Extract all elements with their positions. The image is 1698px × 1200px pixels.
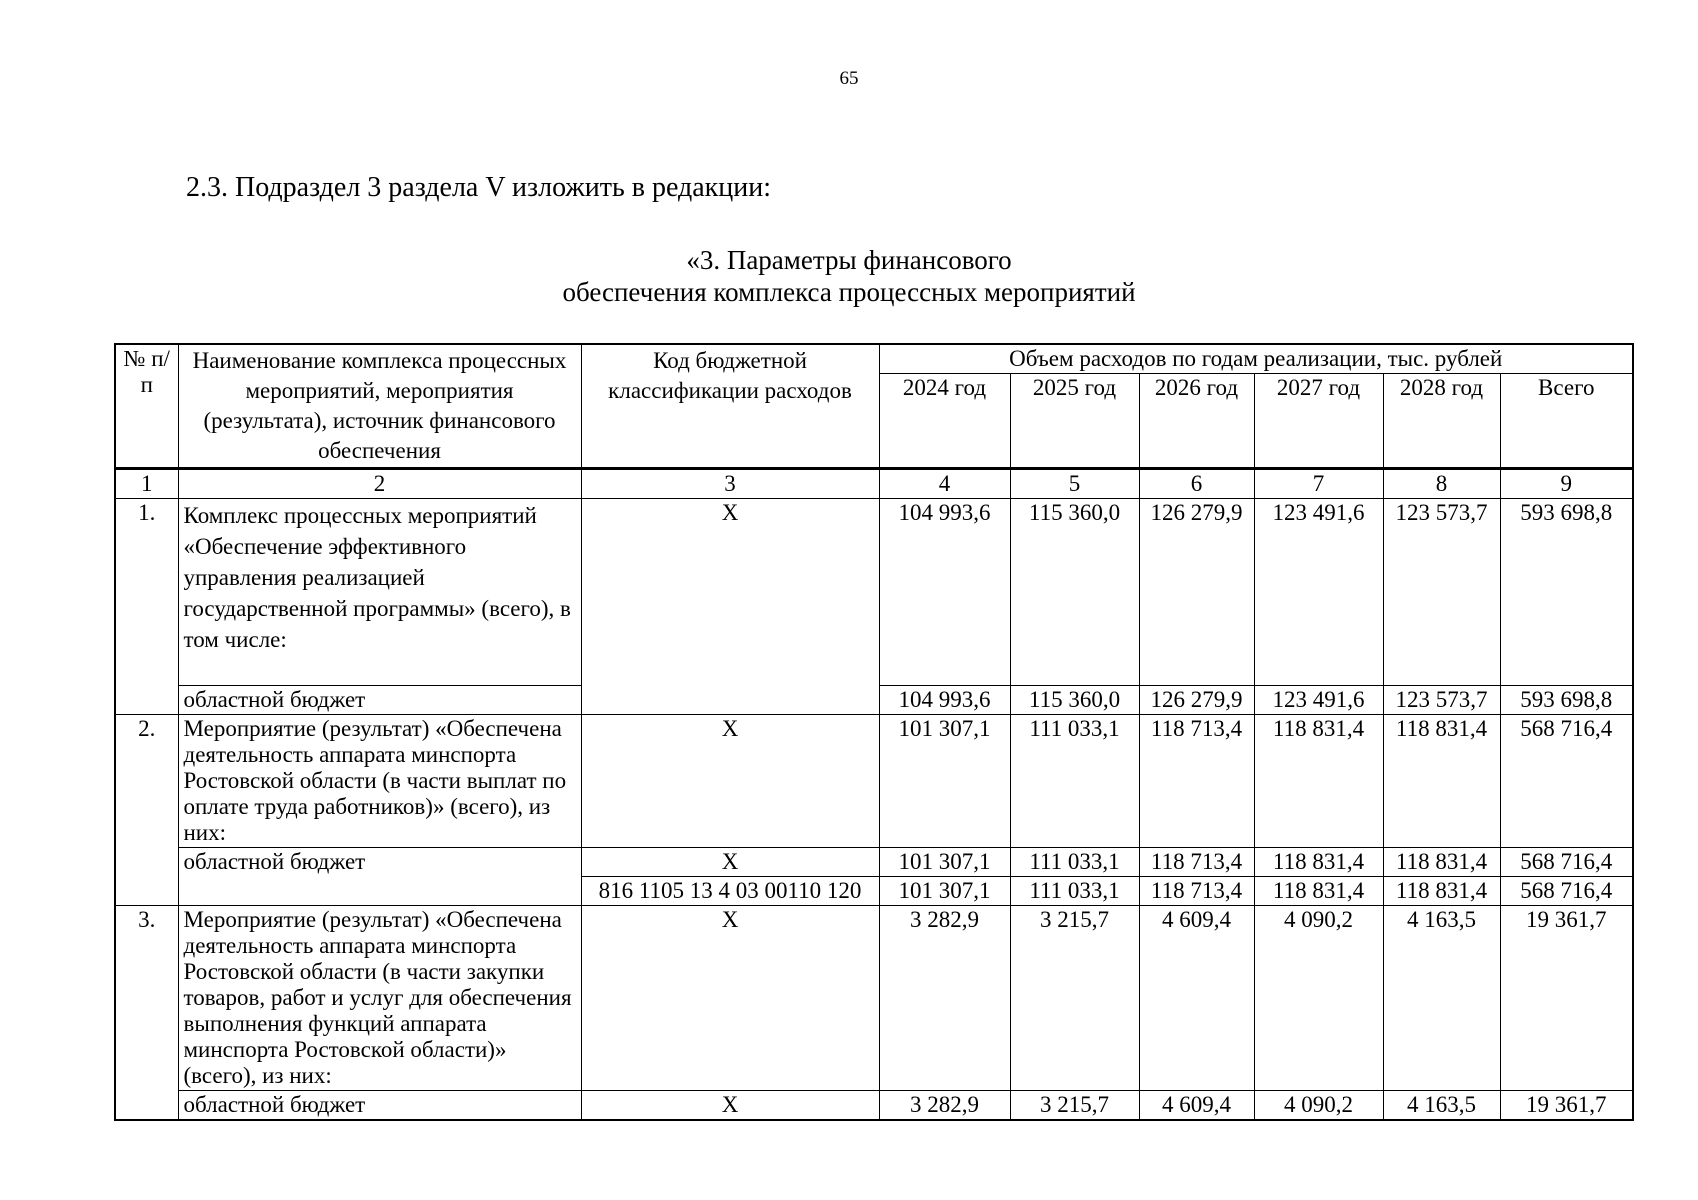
row-3-2025: 3 215,7 (1010, 906, 1139, 1091)
row-2-sub-2-2024: 101 307,1 (879, 877, 1010, 906)
row-3-2024: 3 282,9 (879, 906, 1010, 1091)
row-2-sub-1-2028: 118 831,4 (1383, 848, 1500, 877)
table-row-3-regional (115, 1091, 1633, 1121)
row-1-sub-1-2028: 123 573,7 (1383, 686, 1500, 715)
row-3-2027: 4 090,2 (1254, 906, 1383, 1091)
row-2-2028: 118 831,4 (1383, 715, 1500, 848)
header-year-2028: 2028 год (1383, 374, 1500, 469)
financing-table-wrapper (114, 343, 1632, 1121)
page-number: 65 (839, 68, 859, 89)
colnum-9: 9 (1500, 469, 1633, 499)
row-2-code: Х (581, 715, 879, 848)
row-1-2026: 126 279,9 (1139, 499, 1254, 686)
row-2-sub-2-total: 568 716,4 (1500, 877, 1633, 906)
row-2-num: 2. (115, 715, 178, 906)
row-3-num: 3. (115, 906, 178, 1121)
row-1-total: 593 698,8 (1500, 499, 1633, 686)
row-2-sub-1-2027: 118 831,4 (1254, 848, 1383, 877)
row-1-sub-1-2024: 104 993,6 (879, 686, 1010, 715)
row-1-sub-1-2025: 115 360,0 (1010, 686, 1139, 715)
header-row-1 (115, 344, 1633, 374)
section-title (0, 244, 1698, 308)
table-row-1 (115, 499, 1633, 686)
row-3-sub-1-code: Х (581, 1091, 879, 1121)
row-1-num: 1. (115, 499, 178, 715)
row-1-sub-1-2027: 123 491,6 (1254, 686, 1383, 715)
row-1-2024: 104 993,6 (879, 499, 1010, 686)
colnum-5: 5 (1010, 469, 1139, 499)
column-numbers-row (115, 469, 1633, 499)
row-2-sub-1-total: 568 716,4 (1500, 848, 1633, 877)
header-code: Код бюджетной классификации расходов (581, 344, 879, 469)
row-3-sub-1-2025: 3 215,7 (1010, 1091, 1139, 1121)
row-3-sub-1-2027: 4 090,2 (1254, 1091, 1383, 1121)
row-3-sub-1-2026: 4 609,4 (1139, 1091, 1254, 1121)
colnum-8: 8 (1383, 469, 1500, 499)
row-2-total: 568 716,4 (1500, 715, 1633, 848)
row-2-2026: 118 713,4 (1139, 715, 1254, 848)
row-2-2025: 111 033,1 (1010, 715, 1139, 848)
row-3-name: Мероприятие (результат) «Обеспечена деятельность аппарата минспорта Ростовской области (в части закупки товаров, работ и услуг для обеспечения выполнения функций аппарата минспорта Ростовской области)» (всего), из них: (178, 906, 581, 1091)
row-2-name: Мероприятие (результат) «Обеспечена деятельность аппарата минспорта Ростовской области (в части выплат по оплате труда работников)» (всего), из них: (178, 715, 581, 848)
row-1-name: Комплекс процессных мероприятий «Обеспечение эффективного управления реализацией государственной программы» (всего), в том числе: (178, 499, 581, 686)
row-2-sub-1-2024: 101 307,1 (879, 848, 1010, 877)
row-3-code: Х (581, 906, 879, 1091)
row-3-2028: 4 163,5 (1383, 906, 1500, 1091)
row-2-2024: 101 307,1 (879, 715, 1010, 848)
table-row-2 (115, 715, 1633, 848)
row-2-sub-1-name: областной бюджет (178, 848, 581, 906)
row-1-code: Х (581, 499, 879, 715)
row-2-sub-2-2028: 118 831,4 (1383, 877, 1500, 906)
header-num: № п/п (115, 344, 178, 469)
colnum-1: 1 (115, 469, 178, 499)
amendment-intro: 2.3. Подраздел 3 раздела V изложить в редакции: (186, 172, 772, 203)
colnum-3: 3 (581, 469, 879, 499)
colnum-6: 6 (1139, 469, 1254, 499)
row-2-sub-2-2026: 118 713,4 (1139, 877, 1254, 906)
financing-table (114, 343, 1634, 1121)
row-2-sub-1-2025: 111 033,1 (1010, 848, 1139, 877)
header-year-2025: 2025 год (1010, 374, 1139, 469)
row-3-sub-1-total: 19 361,7 (1500, 1091, 1633, 1121)
row-1-2025: 115 360,0 (1010, 499, 1139, 686)
row-3-sub-1-2028: 4 163,5 (1383, 1091, 1500, 1121)
row-2-sub-2-2027: 118 831,4 (1254, 877, 1383, 906)
table-row-3 (115, 906, 1633, 1091)
row-1-2028: 123 573,7 (1383, 499, 1500, 686)
row-2-sub-1-code: Х (581, 848, 879, 877)
row-1-2027: 123 491,6 (1254, 499, 1383, 686)
colnum-4: 4 (879, 469, 1010, 499)
row-3-sub-1-name: областной бюджет (178, 1091, 581, 1121)
header-year-2027: 2027 год (1254, 374, 1383, 469)
row-2-sub-2-2025: 111 033,1 (1010, 877, 1139, 906)
header-volume: Объем расходов по годам реализации, тыс. рублей (879, 344, 1633, 374)
header-total: Всего (1500, 374, 1633, 469)
section-title-line-2: обеспечения комплекса процессных мероприятий (562, 277, 1136, 307)
header-year-2026: 2026 год (1139, 374, 1254, 469)
colnum-2: 2 (178, 469, 581, 499)
table-row-2-regional (115, 848, 1633, 877)
row-3-sub-1-2024: 3 282,9 (879, 1091, 1010, 1121)
section-title-line-1: «3. Параметры финансового (686, 245, 1012, 275)
row-2-sub-2-code: 816 1105 13 4 03 00110 120 (581, 877, 879, 906)
row-2-2027: 118 831,4 (1254, 715, 1383, 848)
row-2-sub-1-2026: 118 713,4 (1139, 848, 1254, 877)
header-name: Наименование комплекса процессных мероприятий, мероприятия (результата), источник финансового обеспечения (178, 344, 581, 469)
header-year-2024: 2024 год (879, 374, 1010, 469)
row-3-total: 19 361,7 (1500, 906, 1633, 1091)
colnum-7: 7 (1254, 469, 1383, 499)
row-1-sub-1-name: областной бюджет (178, 686, 581, 715)
row-3-2026: 4 609,4 (1139, 906, 1254, 1091)
row-1-sub-1-total: 593 698,8 (1500, 686, 1633, 715)
row-1-sub-1-2026: 126 279,9 (1139, 686, 1254, 715)
